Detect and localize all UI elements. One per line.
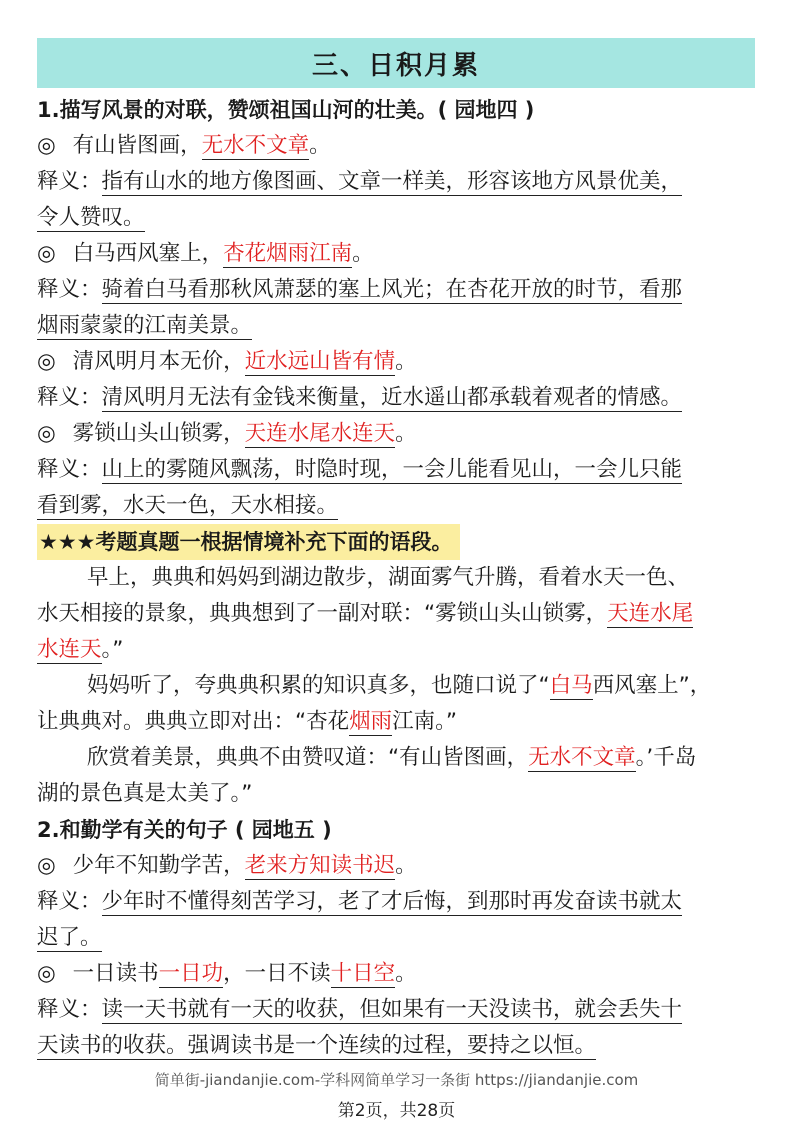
bullet-icon: ◎ [37, 961, 56, 986]
couplet-end: 。 [395, 349, 417, 374]
answer-blank: 烟雨 [349, 709, 393, 734]
explanation-line [37, 920, 757, 956]
explanation-text: 骑着白马看那秋风萧瑟的塞上风光；在杏花开放的时节，看那 [101, 277, 683, 302]
explanation-text: 指有山水的地方像图画、文章一样美，形容该地方风景优美， [101, 169, 683, 194]
exam-text: 江南。” [392, 709, 458, 734]
answer-blank: 天连水尾水连天 [244, 421, 396, 446]
explanation-line [37, 452, 757, 488]
exam-paragraph-line [37, 668, 757, 704]
exam-text: 欣赏着美景，典典不由赞叹道：“有山皆图画， [87, 745, 529, 770]
couplet-first: 有山皆图画， [72, 133, 202, 158]
bullet-icon: ◎ [37, 853, 56, 878]
exam-text: 。” [101, 637, 124, 662]
exam-paragraph-line [37, 704, 757, 740]
item-end: 。 [395, 853, 417, 878]
exam-banner-row [37, 524, 757, 560]
item-text: 一日读书 [72, 961, 159, 986]
bullet-icon: ◎ [37, 349, 56, 374]
exam-heading: 考题真题一根据情境补充下面的语段。 [95, 530, 453, 554]
exam-paragraph-line [37, 596, 757, 632]
couplet-2 [37, 236, 757, 272]
couplet-first: 白马西风塞上， [72, 241, 224, 266]
exam-text: 西风塞上”， [592, 673, 712, 698]
answer-blank: 近水远山皆有情 [244, 349, 396, 374]
exam-paragraph-line: 湖的景色真是太美了。” [37, 781, 253, 806]
explanation-line [37, 272, 757, 308]
star-icon: ★★★ [39, 530, 96, 554]
couplet-first: 清风明月本无价， [72, 349, 245, 374]
explanation-label: 释义： [37, 889, 102, 914]
answer-blank: 无水不文章 [528, 745, 636, 770]
explanation-label: 释义： [37, 169, 102, 194]
explanation-label: 释义： [37, 457, 102, 482]
explanation-label: 释义： [37, 385, 102, 410]
answer-blank: 杏花烟雨江南 [223, 241, 353, 266]
explanation-line [37, 200, 757, 236]
exam-paragraph-line: 早上，典典和妈妈到湖边散步，湖面雾气升腾，看着水天一色、 [87, 565, 690, 590]
answer-blank: 白马 [549, 673, 593, 698]
exam-text: 妈妈听了，夸典典积累的知识真多，也随口说了“ [87, 673, 550, 698]
explanation-line [37, 164, 757, 200]
explanation-line [37, 488, 757, 524]
page-title: 三、日积月累 [37, 38, 755, 88]
explanation-line [37, 992, 757, 1028]
explanation-text: 山上的雾随风飘荡，时隐时现，一会儿能看见山，一会儿只能 [101, 457, 683, 482]
exam-paragraph-line [37, 740, 757, 776]
section2-heading: 2.和勤学有关的句子 ( 园地五 ) [37, 818, 332, 842]
couplet-4 [37, 416, 757, 452]
bullet-icon: ◎ [37, 421, 56, 446]
footer-site-text: 简单街-jiandanjie.com-学科网简单学习一条街 https://jiandanjie.com [154, 1071, 639, 1089]
explanation-text: 读一天书就有一天的收获，但如果有一天没读书，就会丢失十 [101, 997, 683, 1022]
explanation-text: 迟了。 [37, 925, 102, 950]
explanation-text: 烟雨蒙蒙的江南美景。 [37, 313, 253, 338]
content-area [37, 92, 757, 1064]
answer-blank: 水连天 [37, 637, 102, 662]
couplet-1 [37, 128, 757, 164]
item-first: 少年不知勤学苦， [72, 853, 245, 878]
page-number: 第2页，共28页 [337, 1101, 456, 1121]
explanation-text: 清风明月无法有金钱来衡量，近水遥山都承载着观者的情感。 [101, 385, 683, 410]
bullet-icon: ◎ [37, 133, 56, 158]
explanation-text: 天读书的收获。强调读书是一个连续的过程，要持之以恒。 [37, 1033, 597, 1058]
section1-heading: 1.描写风景的对联，赞颂祖国山河的壮美。( 园地四 ) [37, 98, 535, 122]
explanation-text: 看到雾，水天一色，天水相接。 [37, 493, 339, 518]
exam-text: 让典典对。典典立即对出：“杏花 [37, 709, 350, 734]
answer-blank: 天连水尾 [607, 601, 694, 626]
couplet-end: 。 [395, 421, 417, 446]
couplet-3 [37, 344, 757, 380]
explanation-text: 令人赞叹。 [37, 205, 145, 230]
explanation-text: 少年时不懂得刻苦学习，老了才后悔，到那时再发奋读书就太 [101, 889, 683, 914]
explanation-line [37, 884, 757, 920]
explanation-label: 释义： [37, 277, 102, 302]
explanation-line [37, 380, 757, 416]
couplet-first: 雾锁山头山锁雾， [72, 421, 245, 446]
answer-blank: 十日空 [330, 961, 396, 986]
explanation-label: 释义： [37, 997, 102, 1022]
bullet-icon: ◎ [37, 241, 56, 266]
study-item-1 [37, 848, 757, 884]
explanation-line [37, 308, 757, 344]
couplet-end: 。 [352, 241, 374, 266]
answer-blank: 一日功 [158, 961, 224, 986]
item-text: ，一日不读 [223, 961, 331, 986]
exam-text: 。’千岛 [635, 745, 697, 770]
exam-banner [37, 524, 460, 560]
study-item-2 [37, 956, 757, 992]
exam-paragraph-line [37, 632, 757, 668]
couplet-end: 。 [309, 133, 331, 158]
explanation-line [37, 1028, 757, 1064]
answer-blank: 无水不文章 [201, 133, 310, 158]
exam-text: 水天相接的景象，典典想到了一副对联：“雾锁山头山锁雾， [37, 601, 608, 626]
answer-blank: 老来方知读书迟 [244, 853, 396, 878]
item-end: 。 [395, 961, 417, 986]
